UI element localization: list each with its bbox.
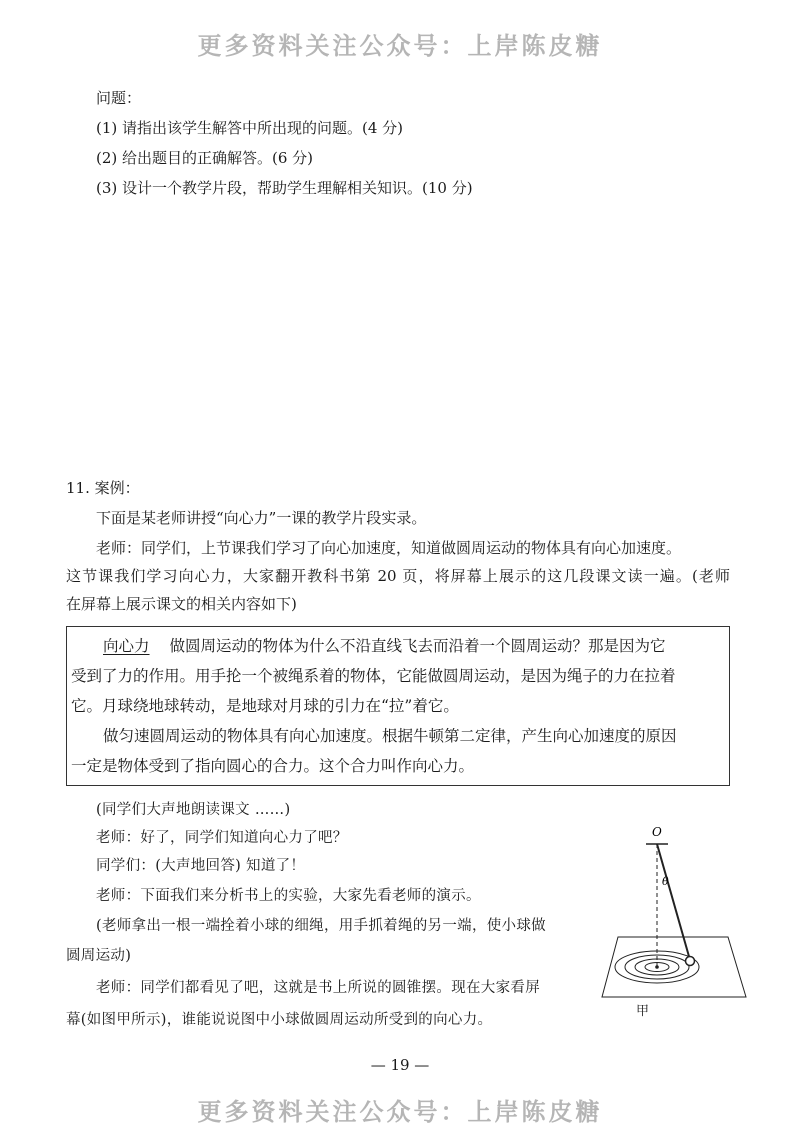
excerpt-line-4: 做匀速圆周运动的物体具有向心加速度。根据牛顿第二定律，产生向心加速度的原因 [103,727,677,745]
dialogue-line: 老师：好了，同学们知道向心力了吧？ [96,830,348,846]
dialogue-line: 老师：同学们都看见了吧，这就是书上所说的圆锥摆。现在大家看屏 [96,980,540,996]
watermark-top: 更多资料关注公众号：上岸陈皮糖 [197,32,603,60]
page-number: — 19 — [370,1056,430,1074]
angle-label: θ [662,875,669,888]
string-line [657,844,690,960]
question-item: (2) 给出题目的正确解答。(6 分) [96,149,314,167]
dialogue-line: (同学们大声地朗读课文 ……) [96,802,291,818]
conical-pendulum-figure [600,822,750,1022]
pivot-label: O [652,825,662,839]
figure-caption: 甲 [636,1004,650,1019]
teacher-line: 这节课我们学习向心力，大家翻开教科书第 20 页，将屏幕上展示的这几段课文读一遍。(老师 [66,567,730,585]
case-heading: 11. 案例： [66,479,140,497]
textbook-excerpt-box [66,626,730,786]
plane-outline [602,937,746,997]
question-item: (3) 设计一个教学片段，帮助学生理解相关知识。(10 分) [96,179,473,197]
excerpt-line-3: 它。月球绕地球转动，是地球对月球的引力在“拉”着它。 [71,697,459,715]
ball [686,957,695,966]
dialogue-line: 老师：下面我们来分析书上的实验，大家先看老师的演示。 [96,888,481,904]
case-intro: 下面是某老师讲授“向心力”一课的教学片段实录。 [96,509,427,527]
excerpt-text: 做圆周运动的物体为什么不沿直线飞去而沿着一个圆周运动？那是因为它 [169,637,666,655]
dialogue-line: 圆周运动) [66,948,132,964]
orbit-center [655,965,659,969]
dialogue-line: 幕(如图甲所示)，谁能说说图中小球做圆周运动所受到的向心力。 [66,1012,493,1028]
questions-heading: 问题： [96,89,142,107]
question-item: (1) 请指出该学生解答中所出现的问题。(4 分) [96,119,404,137]
teacher-line: 老师：同学们，上节课我们学习了向心加速度，知道做圆周运动的物体具有向心加速度。 [96,539,682,557]
excerpt-line-5: 一定是物体受到了指向圆心的合力。这个合力叫作向心力。 [71,757,475,775]
dialogue-line: 同学们：(大声地回答) 知道了！ [96,858,306,874]
watermark-bottom: 更多资料关注公众号：上岸陈皮糖 [197,1098,603,1126]
term-centripetal-force: 向心力 [103,637,150,655]
excerpt-line-2: 受到了力的作用。用手抡一个被绳系着的物体，它能做圆周运动，是因为绳子的力在拉着 [71,667,676,685]
teacher-line: 在屏幕上展示课文的相关内容如下) [66,595,297,613]
dialogue-line: (老师拿出一根一端拴着小球的细绳，用手抓着绳的另一端，使小球做 [96,918,546,934]
excerpt-line-1 [103,635,666,657]
